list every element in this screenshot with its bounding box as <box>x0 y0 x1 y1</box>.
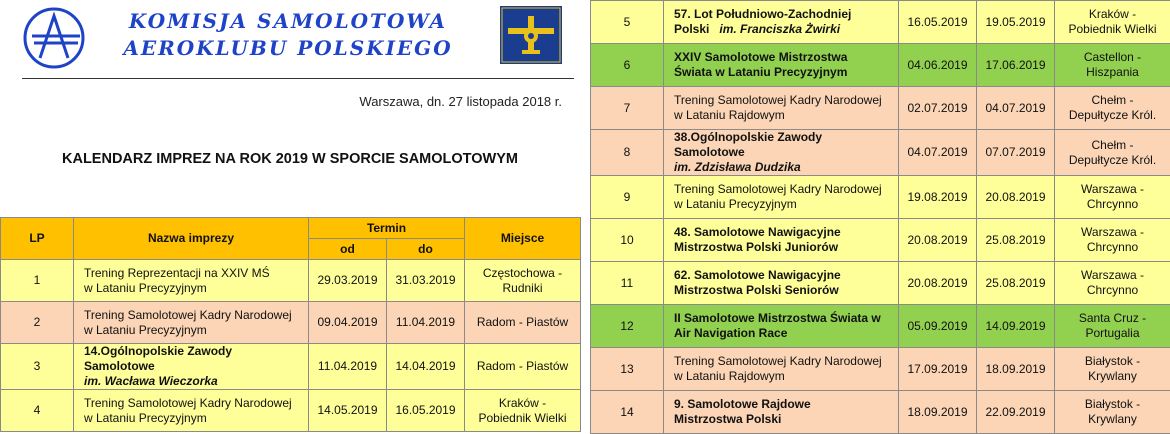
table-row <box>591 176 1170 219</box>
row-lp: 11 <box>591 262 664 305</box>
table-row <box>591 130 1170 176</box>
row-name <box>664 262 899 305</box>
row-name <box>74 302 309 344</box>
row-name <box>664 219 899 262</box>
table-row <box>591 219 1170 262</box>
row-name <box>664 87 899 130</box>
row-from: 02.07.2019 <box>899 87 977 130</box>
name-line-1: 57. Lot Południowo-Zachodniej <box>674 7 851 21</box>
row-lp: 9 <box>591 176 664 219</box>
table-row <box>591 262 1170 305</box>
col-to: do <box>387 239 465 260</box>
row-to: 22.09.2019 <box>977 391 1055 434</box>
row-to: 31.03.2019 <box>387 260 465 302</box>
place-line-2: Krywlany <box>1088 369 1137 383</box>
table-row <box>591 305 1170 348</box>
row-place <box>1055 348 1170 391</box>
row-place <box>1055 44 1170 87</box>
table-row <box>591 87 1170 130</box>
name-line-2a: Polski <box>674 22 709 36</box>
name-line-2: w Lataniu Rajdowym <box>674 369 785 383</box>
place-line-2: Chrcynno <box>1087 283 1138 297</box>
right-page <box>590 0 1170 430</box>
name-line-2: Mistrzostwa Polski Juniorów <box>674 240 838 254</box>
place-line-1: Białystok - <box>1085 354 1140 368</box>
row-to: 19.05.2019 <box>977 1 1055 44</box>
col-name: Nazwa imprezy <box>74 218 309 260</box>
row-from: 16.05.2019 <box>899 1 977 44</box>
place-line-2: Chrcynno <box>1087 197 1138 211</box>
name-line-1: XXIV Samolotowe Mistrzostwa <box>674 50 847 64</box>
row-lp: 6 <box>591 44 664 87</box>
row-place <box>465 390 581 432</box>
organization-name <box>98 8 478 62</box>
place-line-1: Warszawa - <box>1081 268 1144 282</box>
col-from: od <box>309 239 387 260</box>
place-line-1: Chełm - <box>1091 93 1133 107</box>
row-from: 29.03.2019 <box>309 260 387 302</box>
row-from: 11.04.2019 <box>309 344 387 390</box>
row-from: 18.09.2019 <box>899 391 977 434</box>
row-place: Radom - Piastów <box>465 302 581 344</box>
row-lp: 1 <box>1 260 74 302</box>
row-name <box>74 390 309 432</box>
airplane-emblem-icon <box>500 6 562 64</box>
row-name <box>664 1 899 44</box>
row-from: 19.08.2019 <box>899 176 977 219</box>
name-line-2: im. Zdzisława Dudzika <box>674 160 801 174</box>
place-line-2: Rudniki <box>502 281 542 295</box>
table-row <box>591 1 1170 44</box>
row-name <box>664 176 899 219</box>
row-from: 09.04.2019 <box>309 302 387 344</box>
name-line-1: 48. Samolotowe Nawigacyjne <box>674 225 841 239</box>
name-line-2: w Lataniu Rajdowym <box>674 108 785 122</box>
row-to: 14.04.2019 <box>387 344 465 390</box>
row-lp: 4 <box>1 390 74 432</box>
name-line-2: w Lataniu Precyzyjnym <box>674 197 797 211</box>
row-name <box>74 260 309 302</box>
row-lp: 10 <box>591 219 664 262</box>
name-line-2: w Lataniu Precyzyjnym <box>84 281 207 295</box>
place-line-1: Santa Cruz - <box>1079 311 1146 325</box>
row-lp: 5 <box>591 1 664 44</box>
row-lp: 3 <box>1 344 74 390</box>
row-to: 07.07.2019 <box>977 130 1055 176</box>
row-place <box>465 260 581 302</box>
row-place <box>1055 391 1170 434</box>
place-line-1: Częstochowa - <box>483 266 562 280</box>
row-lp: 12 <box>591 305 664 348</box>
row-from: 05.09.2019 <box>899 305 977 348</box>
row-place: Radom - Piastów <box>465 344 581 390</box>
col-lp: LP <box>1 218 74 260</box>
row-name <box>664 44 899 87</box>
place-line-1: Warszawa - <box>1081 225 1144 239</box>
name-line-1: Trening Samolotowej Kadry Narodowej <box>84 396 292 410</box>
row-name <box>664 348 899 391</box>
table-row <box>1 302 581 344</box>
place-line-2: Pobiednik Wielki <box>478 411 566 425</box>
events-table-right <box>590 0 1170 434</box>
document-title: KALENDARZ IMPREZ NA ROK 2019 W SPORCIE SAMOLOTOWYM <box>0 151 580 167</box>
place-line-2: Depułtycze Król. <box>1069 153 1156 167</box>
row-lp: 2 <box>1 302 74 344</box>
name-line-1: Trening Samolotowej Kadry Narodowej <box>674 93 882 107</box>
row-place <box>1055 87 1170 130</box>
name-line-2: w Lataniu Precyzyjnym <box>84 411 207 425</box>
name-line-1: Trening Samolotowej Kadry Narodowej <box>84 308 292 322</box>
place-line-2: Chrcynno <box>1087 240 1138 254</box>
name-line-2b: im. Franciszka Żwirki <box>719 22 840 36</box>
place-date: Warszawa, dn. 27 listopada 2018 r. <box>359 94 562 109</box>
header-divider <box>22 78 574 79</box>
name-line-2: w Lataniu Precyzyjnym <box>84 323 207 337</box>
row-lp: 14 <box>591 391 664 434</box>
name-line-2: Air Navigation Race <box>674 326 787 340</box>
row-to: 25.08.2019 <box>977 219 1055 262</box>
row-lp: 7 <box>591 87 664 130</box>
org-line-2: AEROKLUBU POLSKIEGO <box>98 35 478 62</box>
org-line-1: KOMISJA SAMOLOTOWA <box>98 8 478 35</box>
name-line-2: Świata w Lataniu Precyzyjnym <box>674 65 847 79</box>
row-from: 20.08.2019 <box>899 262 977 305</box>
col-term: Termin <box>309 218 465 239</box>
row-to: 16.05.2019 <box>387 390 465 432</box>
table-header-row <box>1 218 581 239</box>
events-table-left <box>0 217 581 432</box>
place-line-1: Kraków - <box>1089 7 1136 21</box>
row-to: 17.06.2019 <box>977 44 1055 87</box>
col-place: Miejsce <box>465 218 581 260</box>
row-name <box>664 391 899 434</box>
place-line-2: Portugalia <box>1085 326 1139 340</box>
table-row <box>1 344 581 390</box>
name-line-1: 62. Samolotowe Nawigacyjne <box>674 268 841 282</box>
row-to: 25.08.2019 <box>977 262 1055 305</box>
name-line-1: Trening Samolotowej Kadry Narodowej <box>674 182 882 196</box>
row-name <box>664 130 899 176</box>
place-line-1: Kraków - <box>499 396 546 410</box>
table-row <box>1 260 581 302</box>
name-line-2: im. Wacława Wieczorka <box>84 374 218 388</box>
name-line-1: 14.Ogólnopolskie Zawody Samolotowe <box>84 344 232 373</box>
row-from: 17.09.2019 <box>899 348 977 391</box>
row-from: 20.08.2019 <box>899 219 977 262</box>
place-line-1: Chełm - <box>1091 138 1133 152</box>
left-page <box>0 0 580 430</box>
name-line-1: II Samolotowe Mistrzostwa Świata w <box>674 311 881 325</box>
row-from: 04.07.2019 <box>899 130 977 176</box>
row-place <box>1055 130 1170 176</box>
row-name <box>664 305 899 348</box>
row-to: 20.08.2019 <box>977 176 1055 219</box>
place-line-2: Krywlany <box>1088 412 1137 426</box>
name-line-2: Mistrzostwa Polski Seniorów <box>674 283 839 297</box>
name-line-1: Trening Samolotowej Kadry Narodowej <box>674 354 882 368</box>
aeroklub-logo-icon <box>22 6 86 70</box>
place-line-2: Depułtycze Król. <box>1069 108 1156 122</box>
table-row <box>591 391 1170 434</box>
table-row <box>1 390 581 432</box>
place-line-1: Castellon - <box>1084 50 1141 64</box>
row-place <box>1055 1 1170 44</box>
place-line-2: Hiszpania <box>1086 65 1139 79</box>
row-place <box>1055 305 1170 348</box>
name-line-1: Trening Reprezentacji na XXIV MŚ <box>84 266 270 280</box>
row-to: 14.09.2019 <box>977 305 1055 348</box>
row-to: 18.09.2019 <box>977 348 1055 391</box>
table-row <box>591 348 1170 391</box>
row-lp: 8 <box>591 130 664 176</box>
row-to: 04.07.2019 <box>977 87 1055 130</box>
name-line-2: Mistrzostwa Polski <box>674 412 781 426</box>
place-line-1: Białystok - <box>1085 397 1140 411</box>
place-line-2: Pobiednik Wielki <box>1068 22 1156 36</box>
row-place <box>1055 262 1170 305</box>
row-to: 11.04.2019 <box>387 302 465 344</box>
row-from: 04.06.2019 <box>899 44 977 87</box>
name-line-1: 38.Ogólnopolskie Zawody Samolotowe <box>674 130 822 159</box>
name-line-1: 9. Samolotowe Rajdowe <box>674 397 811 411</box>
row-place <box>1055 219 1170 262</box>
table-row <box>591 44 1170 87</box>
row-place <box>1055 176 1170 219</box>
row-from: 14.05.2019 <box>309 390 387 432</box>
row-name <box>74 344 309 390</box>
place-line-1: Warszawa - <box>1081 182 1144 196</box>
row-lp: 13 <box>591 348 664 391</box>
